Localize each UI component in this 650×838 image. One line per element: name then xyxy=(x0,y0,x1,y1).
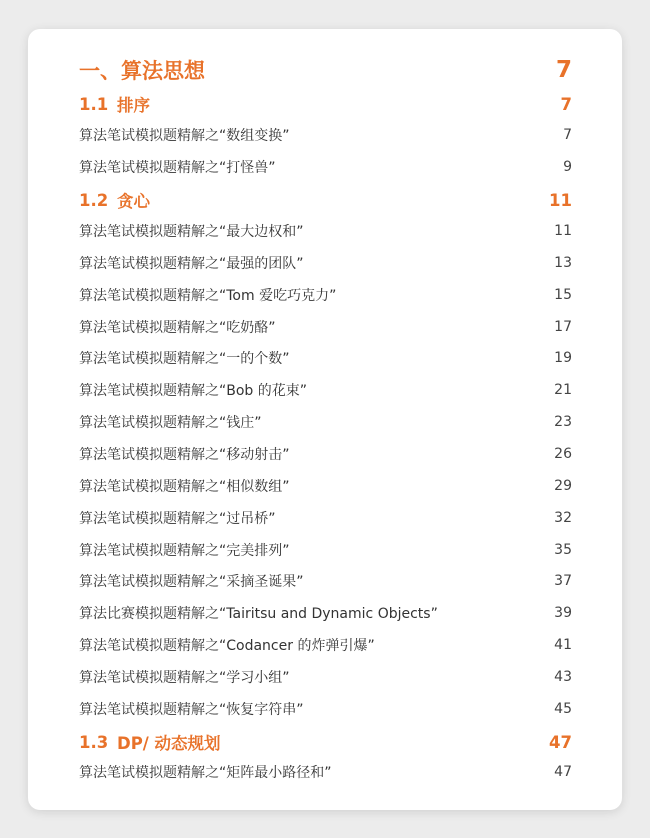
toc-entry[interactable] xyxy=(79,347,572,369)
section-page: 7 xyxy=(560,94,572,114)
entry-page: 7 xyxy=(563,127,572,143)
toc-entry[interactable] xyxy=(79,411,572,433)
chapter-heading[interactable] xyxy=(79,55,572,85)
entry-page: 29 xyxy=(554,478,572,494)
entry-page: 13 xyxy=(554,255,572,271)
entry-page: 21 xyxy=(554,382,572,398)
toc-entry[interactable] xyxy=(79,316,572,338)
section-title: DP/ 动态规划 xyxy=(117,734,221,753)
toc-entry[interactable] xyxy=(79,124,572,146)
entry-title: 算法笔试模拟题精解之“相似数组” xyxy=(79,479,290,495)
section-heading[interactable] xyxy=(79,730,572,754)
toc-entry[interactable] xyxy=(79,220,572,242)
section-heading[interactable] xyxy=(79,92,572,116)
entry-page: 37 xyxy=(554,573,572,589)
entry-page: 17 xyxy=(554,319,572,335)
entry-title: 算法笔试模拟题精解之“数组变换” xyxy=(79,128,290,144)
entry-page: 32 xyxy=(554,510,572,526)
entry-title: 算法笔试模拟题精解之“最大边权和” xyxy=(79,224,304,240)
entry-page: 19 xyxy=(554,350,572,366)
section-heading[interactable] xyxy=(79,188,572,212)
entry-page: 23 xyxy=(554,414,572,430)
entry-title: 算法笔试模拟题精解之“恢复字符串” xyxy=(79,702,304,718)
section-page: 47 xyxy=(549,732,572,752)
section-number: 1.3 xyxy=(79,732,109,752)
entry-title: 算法笔试模拟题精解之“完美排列” xyxy=(79,543,290,559)
toc-entry[interactable] xyxy=(79,252,572,274)
entry-page: 9 xyxy=(563,159,572,175)
toc-entry[interactable] xyxy=(79,666,572,688)
toc-entry[interactable] xyxy=(79,602,572,624)
toc-entry[interactable] xyxy=(79,507,572,529)
entry-title: 算法笔试模拟题精解之“过吊桥” xyxy=(79,511,276,527)
entry-title: 算法笔试模拟题精解之“Codancer 的炸弹引爆” xyxy=(79,638,375,654)
entry-page: 11 xyxy=(554,223,572,239)
entry-title: 算法笔试模拟题精解之“吃奶酪” xyxy=(79,320,276,336)
entry-page: 26 xyxy=(554,446,572,462)
entry-title: 算法笔试模拟题精解之“最强的团队” xyxy=(79,256,304,272)
section-number: 1.1 xyxy=(79,94,109,114)
entry-title: 算法笔试模拟题精解之“Tom 爱吃巧克力” xyxy=(79,288,337,304)
section-number: 1.2 xyxy=(79,190,109,210)
toc-entry[interactable] xyxy=(79,284,572,306)
entry-page: 45 xyxy=(554,701,572,717)
toc-entry[interactable] xyxy=(79,539,572,561)
entry-title: 算法笔试模拟题精解之“Bob 的花束” xyxy=(79,383,308,399)
entry-page: 39 xyxy=(554,605,572,621)
entry-title: 算法笔试模拟题精解之“学习小组” xyxy=(79,670,290,686)
toc-entry[interactable] xyxy=(79,698,572,720)
entry-page: 41 xyxy=(554,637,572,653)
toc-entry[interactable] xyxy=(79,475,572,497)
section-page: 11 xyxy=(549,190,572,210)
entry-title: 算法笔试模拟题精解之“打怪兽” xyxy=(79,160,276,176)
chapter-title: 一、算法思想 xyxy=(79,59,205,83)
toc-page xyxy=(28,29,622,810)
entry-title: 算法笔试模拟题精解之“一的个数” xyxy=(79,351,290,367)
entry-page: 47 xyxy=(554,764,572,780)
toc-entry[interactable] xyxy=(79,379,572,401)
entry-title: 算法笔试模拟题精解之“矩阵最小路径和” xyxy=(79,765,332,781)
entry-title: 算法比赛模拟题精解之“Tairitsu and Dynamic Objects” xyxy=(79,606,438,622)
entry-title: 算法笔试模拟题精解之“采摘圣诞果” xyxy=(79,574,304,590)
toc-entry[interactable] xyxy=(79,156,572,178)
entry-page: 15 xyxy=(554,287,572,303)
entry-title: 算法笔试模拟题精解之“钱庄” xyxy=(79,415,262,431)
section-title: 贪心 xyxy=(117,192,150,211)
chapter-page: 7 xyxy=(555,57,572,83)
entry-title: 算法笔试模拟题精解之“移动射击” xyxy=(79,447,290,463)
toc-entry[interactable] xyxy=(79,761,572,783)
section-title: 排序 xyxy=(117,96,150,115)
toc-entry[interactable] xyxy=(79,634,572,656)
entry-page: 35 xyxy=(554,542,572,558)
toc-entry[interactable] xyxy=(79,570,572,592)
toc-entry[interactable] xyxy=(79,443,572,465)
entry-page: 43 xyxy=(554,669,572,685)
